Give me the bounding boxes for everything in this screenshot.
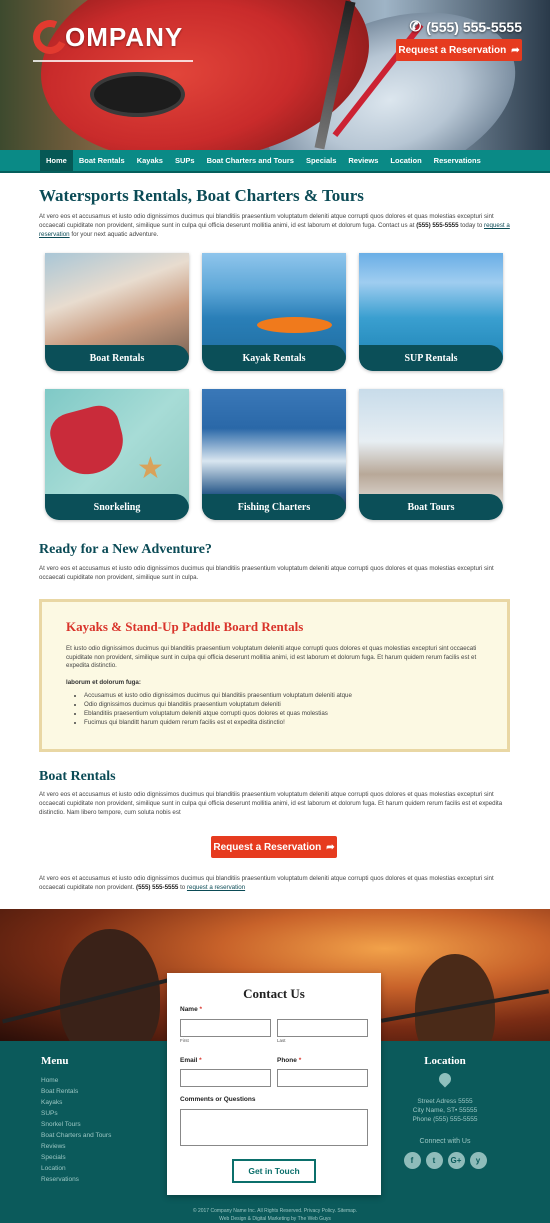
main-nav xyxy=(0,150,550,173)
nav-kayaks[interactable]: Kayaks xyxy=(136,156,163,165)
connect-heading: Connect with Us xyxy=(419,1138,471,1145)
footer-menu-specials[interactable]: Specials xyxy=(41,1154,66,1161)
logo-underline xyxy=(33,60,193,62)
tile-caption: Boat Tours xyxy=(359,494,503,520)
tile-fishing-charters[interactable] xyxy=(202,389,346,520)
tile-kayak-rentals[interactable] xyxy=(202,253,346,371)
tile-caption: SUP Rentals xyxy=(359,345,503,371)
kayaks-box-label: laborum et dolorum fuga: xyxy=(66,678,141,686)
footer-menu-kayaks[interactable]: Kayaks xyxy=(41,1099,63,1106)
comments-textarea[interactable] xyxy=(180,1109,368,1146)
list-item: • Fucimus qui blanditt harum quidem rerum facilis est et expedita distinctio! xyxy=(84,718,507,727)
footer-menu-boat-charters[interactable]: Boat Charters and Tours xyxy=(41,1132,112,1139)
nav-reviews[interactable]: Reviews xyxy=(348,156,379,165)
adventure-section xyxy=(39,542,511,582)
get-in-touch-button[interactable]: Get in Touch xyxy=(232,1159,316,1183)
boat-rentals-section xyxy=(39,769,511,817)
adventure-title: Ready for a New Adventure? xyxy=(39,542,212,557)
tile-caption: Snorkeling xyxy=(45,494,189,520)
intro-section xyxy=(39,186,511,239)
starfish-icon: ★ xyxy=(137,452,164,485)
comments-label: Comments or Questions xyxy=(180,1096,256,1103)
required-mark: * xyxy=(298,1057,302,1064)
required-mark: * xyxy=(199,1006,203,1013)
nav-home[interactable]: Home xyxy=(40,150,73,171)
boat-rentals-after xyxy=(39,874,511,892)
required-mark: * xyxy=(199,1057,202,1064)
footer-menu-snorkel-tours[interactable]: Snorkel Tours xyxy=(41,1121,81,1128)
tile-boat-tours[interactable] xyxy=(359,389,503,520)
footer-menu-reservations[interactable]: Reservations xyxy=(41,1176,79,1183)
last-sublabel: Last xyxy=(277,1038,286,1043)
tile-kayak-shape xyxy=(257,317,332,333)
nav-sups[interactable]: SUPs xyxy=(174,156,195,165)
footer-menu-title: Menu xyxy=(41,1055,69,1067)
boat-rentals-title: Boat Rentals xyxy=(39,769,116,784)
address-phone: Phone (555) 555-5555 xyxy=(412,1116,478,1123)
tile-boat-rentals[interactable] xyxy=(45,253,189,371)
facebook-icon[interactable]: f xyxy=(404,1152,421,1169)
after-to: to xyxy=(180,884,186,891)
photo-person-right xyxy=(415,954,495,1041)
footer-menu xyxy=(41,1055,111,1185)
phone-input[interactable] xyxy=(277,1069,368,1087)
map-pin-icon xyxy=(437,1071,454,1088)
copyright: © 2017 Company Name Inc. All Rights Reserved. Privacy Policy. Sitemap. xyxy=(192,1208,358,1214)
yelp-icon[interactable]: y xyxy=(470,1152,487,1169)
intro-text-3: for your next aquatic adventure. xyxy=(71,231,159,238)
social-links xyxy=(395,1152,495,1169)
intro-phone: (555) 555-5555 xyxy=(416,222,459,229)
email-input[interactable] xyxy=(180,1069,271,1087)
intro-text xyxy=(39,212,511,239)
after-reservation-link[interactable]: request a reservation xyxy=(186,884,246,891)
tile-caption: Kayak Rentals xyxy=(202,345,346,371)
google-plus-icon[interactable]: G+ xyxy=(448,1152,465,1169)
kayaks-box-list xyxy=(84,691,507,727)
first-name-input[interactable] xyxy=(180,1019,271,1037)
nav-specials[interactable]: Specials xyxy=(305,156,337,165)
name-label-text: Name xyxy=(180,1006,198,1013)
hero-banner xyxy=(0,0,550,150)
boat-rentals-text: At vero eos et accusamus et iusto odio dignissimos ducimus qui blanditiis praesentium voluptatum deleniti atque corrupti quos dolores et quas molestias excepturi sint occaecati cupiditate non provident, similique sunt in culpa qui officia deserunt mollitia animi, id est laborum et dolorum fuga. Et harum quidem rerum facilis est et expedita distinctio. Nam libero tempore, cum soluta nobis est xyxy=(39,791,503,816)
intro-text-1: At vero eos et accusamus et iusto odio dignissimos ducimus qui blanditiis praesentium voluptatum deleniti atque corrupti quos dolores et quas molestias excepturi sint occaecati cupiditate non provident, similique sunt in culpa qui officia deserunt mollitia animi, id est laborum et dolorum fuga. Contact us at xyxy=(39,213,494,229)
adventure-text: At vero eos et accusamus et iusto odio dignissimos ducimus qui blanditiis praesentium voluptatum deleniti atque corrupti quos dolores et quas molestias excepturi sint occaecati cupiditate non provident, similique sunt in culpa. xyxy=(39,565,494,581)
list-item: • Odio dignissimos ducimus qui blanditiis praesentium voluptatum deleniti xyxy=(84,700,507,709)
tile-caption: Boat Rentals xyxy=(45,345,189,371)
hero-kayak-cockpit xyxy=(90,72,185,117)
nav-boat-rentals[interactable]: Boat Rentals xyxy=(78,156,125,165)
footer-menu-home[interactable]: Home xyxy=(41,1077,59,1084)
reservation-button-label: Request a Reservation xyxy=(213,841,322,853)
footer-location-title: Location xyxy=(424,1055,466,1067)
nav-reservations[interactable]: Reservations xyxy=(433,156,481,165)
reservation-button[interactable] xyxy=(211,836,337,858)
footer-location xyxy=(395,1055,495,1169)
after-phone: (555) 555-5555 xyxy=(136,884,179,891)
phone-icon: ✆ xyxy=(409,18,422,34)
phone-label-text: Phone xyxy=(277,1057,297,1064)
credit: Web Design & Digital Marketing by The Web Guys xyxy=(219,1216,331,1222)
header-phone[interactable] xyxy=(410,18,522,35)
intro-text-2: today to xyxy=(460,222,483,229)
address-line-2: City Name, ST• 55555 xyxy=(412,1107,478,1114)
twitter-icon[interactable]: t xyxy=(426,1152,443,1169)
logo-text: OMPANY xyxy=(65,21,184,52)
footer-menu-boat-rentals[interactable]: Boat Rentals xyxy=(41,1088,79,1095)
footer-menu-sups[interactable]: SUPs xyxy=(41,1110,58,1117)
after-text: At vero eos et accusamus et iusto odio dignissimos ducimus qui blanditiis praesentium voluptatum deleniti atque corrupti quos dolores et quas molestias excepturi sint occaecati cupiditate non provident. xyxy=(39,875,494,891)
list-item: • Accusamus et iusto odio dignissimos ducimus qui blanditiis praesentium voluptatum deleniti atque xyxy=(84,691,507,700)
share-arrow-icon: ➦ xyxy=(326,841,335,853)
nav-location[interactable]: Location xyxy=(390,156,422,165)
kayaks-box-title: Kayaks & Stand-Up Paddle Board Rentals xyxy=(66,619,304,634)
phone-label xyxy=(277,1057,301,1064)
nav-boat-charters[interactable]: Boat Charters and Tours xyxy=(206,156,294,165)
last-name-input[interactable] xyxy=(277,1019,368,1037)
footer-menu-location[interactable]: Location xyxy=(41,1165,66,1172)
header-reservation-label: Request a Reservation xyxy=(398,44,507,56)
email-label xyxy=(180,1057,202,1064)
tile-sup-rentals[interactable] xyxy=(359,253,503,371)
header-phone-number: (555) 555-5555 xyxy=(426,18,522,35)
contact-title: Contact Us xyxy=(243,986,305,1001)
name-label xyxy=(180,1006,202,1013)
company-logo[interactable] xyxy=(33,20,183,54)
boat-rentals-after-text xyxy=(39,874,511,892)
first-sublabel: First xyxy=(180,1038,189,1043)
address-line-1: Street Adress 5555 xyxy=(417,1098,473,1105)
tile-caption: Fishing Charters xyxy=(202,494,346,520)
kayaks-sup-box xyxy=(39,599,510,752)
tile-snorkeling[interactable] xyxy=(45,389,189,520)
header-reservation-button[interactable] xyxy=(396,39,522,61)
kayaks-box-text: Et iusto odio dignissimos ducimus qui blanditiis praesentium voluptatum deleniti atque corrupti quos dolores et quas molestias excepturi sint occaecati cupiditate non provident, similique sunt in culpa qui officia deserunt mollitia animi, id est laborum et dolorum fuga. Et harum quidem rerum facilis est et expedita distinctio. xyxy=(66,645,477,669)
list-item: • Eblanditiis praesentium voluptatum deleniti atque corrupti quos dolores et quas molestias xyxy=(84,709,507,718)
share-arrow-icon: ➦ xyxy=(511,44,520,56)
contact-form xyxy=(167,973,381,1195)
page-title: Watersports Rentals, Boat Charters & Tours xyxy=(39,186,364,205)
email-label-text: Email xyxy=(180,1057,198,1064)
intro-reservation-link[interactable]: request a reservation xyxy=(39,222,510,238)
footer-menu-reviews[interactable]: Reviews xyxy=(41,1143,66,1150)
